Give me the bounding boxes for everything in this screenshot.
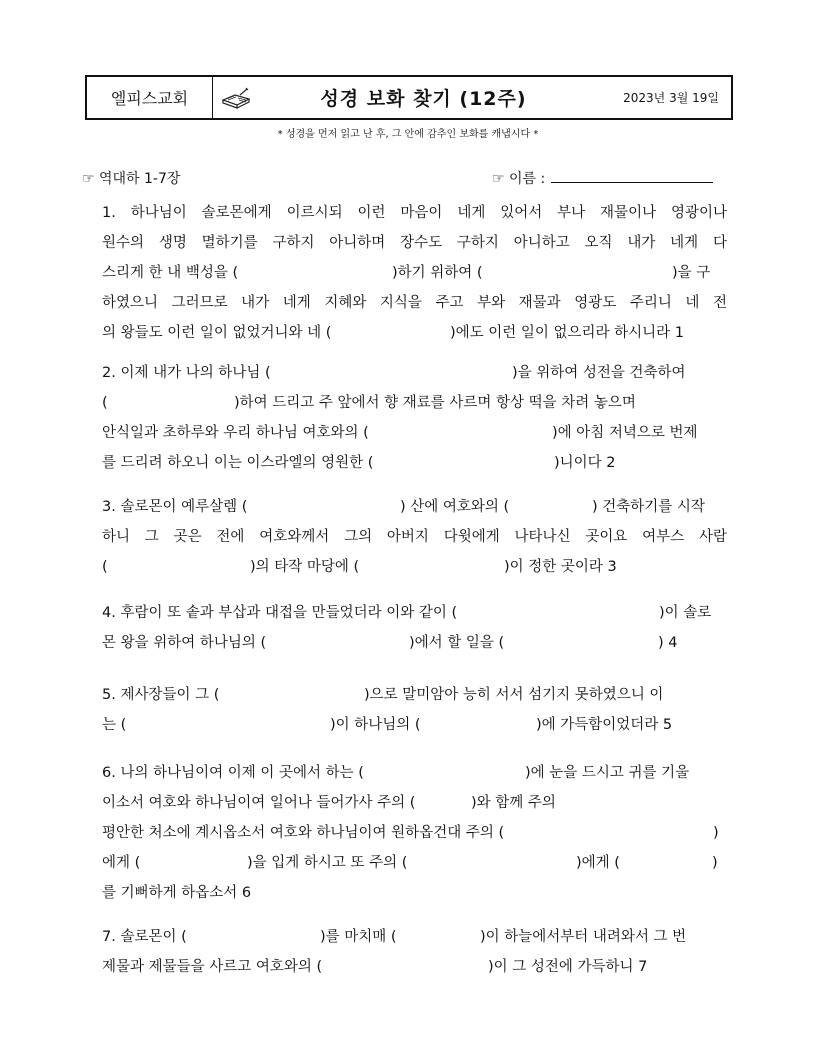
name-field bbox=[492, 168, 713, 188]
question-text-segment: )에서 할 일을 ( bbox=[409, 635, 505, 651]
question-7 bbox=[102, 922, 727, 982]
question-text-segment: 5. 제사장들이 그 ( bbox=[102, 687, 220, 703]
question-text-segment: )으로 말미암아 능히 서서 섬기지 못하였으니 이 bbox=[364, 687, 664, 703]
question-text-segment: )와 함께 주의 bbox=[471, 795, 556, 811]
question-text-segment: 제물과 제물들을 사르고 여호와의 ( bbox=[102, 959, 323, 975]
question-text-segment: ) bbox=[713, 825, 719, 841]
name-blank-line[interactable] bbox=[551, 168, 713, 183]
question-text-segment: )이 하늘에서부터 내려와서 그 번 bbox=[480, 929, 687, 945]
question-line bbox=[102, 710, 727, 740]
question-text-segment: 이소서 여호와 하나님이여 일어나 들어가사 주의 ( bbox=[102, 795, 416, 811]
question-text-segment: 를 기뻐하게 하옵소서 6 bbox=[102, 885, 252, 901]
question-line bbox=[102, 492, 727, 522]
passage-label: ☞ 역대하 1-7장 bbox=[82, 171, 181, 187]
question-text-segment: 는 ( bbox=[102, 717, 127, 733]
question-text-segment: ) 4 bbox=[658, 635, 678, 651]
question-line bbox=[102, 228, 727, 258]
question-line bbox=[102, 952, 727, 982]
church-name: 엘피스교회 bbox=[87, 77, 213, 118]
question-text-segment: 4. 후람이 또 솥과 부삽과 대접을 만들었더라 이와 같이 ( bbox=[102, 605, 458, 621]
question-line bbox=[102, 922, 727, 952]
question-text-segment: )을 위하여 성전을 건축하여 bbox=[512, 365, 686, 381]
question-text-segment: )이 솔로 bbox=[659, 605, 712, 621]
page-title: 성경 보화 찾기 (12주) bbox=[320, 88, 527, 110]
question-text-segment: 평안한 처소에 계시옵소서 여호와 하나님이여 원하옵건대 주의 ( bbox=[102, 825, 505, 841]
question-line bbox=[102, 758, 727, 788]
question-line bbox=[102, 788, 727, 818]
question-line bbox=[102, 388, 727, 418]
question-text-segment: )에도 이런 일이 없으리라 하시니라 1 bbox=[450, 325, 685, 341]
question-line bbox=[102, 552, 727, 582]
question-text-segment: 몬 왕을 위하여 하나님의 ( bbox=[102, 635, 267, 651]
question-text-segment: 1. 하나님이 솔로몬에게 이르시되 이런 마음이 네게 있어서 부나 재물이나 영광이나 bbox=[102, 205, 727, 221]
open-bible-icon bbox=[213, 77, 258, 118]
question-text-segment: 2. 이제 내가 나의 하나님 ( bbox=[102, 365, 271, 381]
question-line bbox=[102, 680, 727, 710]
subtitle: * 성경을 먼저 읽고 난 후, 그 안에 감추인 보화를 캐냅시다 * bbox=[277, 129, 539, 140]
question-text-segment: 원수의 생명 멸하기를 구하지 아니하며 장수도 구하지 아니하고 오직 내가 네게 다 bbox=[102, 235, 727, 251]
question-text-segment: )이 정한 곳이라 3 bbox=[504, 559, 617, 575]
question-text-segment: 의 왕들도 이런 일이 없었거니와 네 ( bbox=[102, 325, 332, 341]
question-2 bbox=[102, 358, 727, 478]
question-1 bbox=[102, 198, 727, 348]
question-text-segment: 3. 솔로몬이 예루살렘 ( bbox=[102, 499, 248, 515]
question-text-segment: )의 타작 마당에 ( bbox=[250, 559, 360, 575]
question-line bbox=[102, 598, 727, 628]
question-line bbox=[102, 288, 727, 318]
question-line bbox=[102, 418, 727, 448]
date: 2023년 3월 19일 bbox=[623, 91, 719, 105]
question-text-segment: 를 드리려 하오니 이는 이스라엘의 영원한 ( bbox=[102, 455, 374, 471]
question-line bbox=[102, 318, 727, 348]
worksheet-header bbox=[85, 75, 733, 120]
question-line bbox=[102, 818, 727, 848]
question-line bbox=[102, 448, 727, 478]
question-text-segment: ( bbox=[102, 395, 108, 411]
question-3 bbox=[102, 492, 727, 582]
question-text-segment: )에게 ( bbox=[576, 855, 620, 871]
question-text-segment: )하기 위하여 ( bbox=[392, 265, 483, 281]
question-text-segment: )이 그 성전에 가득하니 7 bbox=[488, 959, 648, 975]
question-text-segment: )을 구 bbox=[672, 265, 711, 281]
question-text-segment: 7. 솔로몬이 ( bbox=[102, 929, 187, 945]
question-text-segment: 하였으니 그러므로 내가 네게 지혜와 지식을 주고 부와 재물과 영광도 주리니 네 전 bbox=[102, 295, 727, 311]
question-text-segment: )니이다 2 bbox=[554, 455, 616, 471]
question-text-segment: 에게 ( bbox=[102, 855, 141, 871]
question-line bbox=[102, 522, 727, 552]
question-text-segment: ( bbox=[102, 559, 108, 575]
question-6 bbox=[102, 758, 727, 908]
question-line bbox=[102, 628, 727, 658]
question-text-segment: 하니 그 곳은 전에 여호와께서 그의 아버지 다윗에게 나타나신 곳이요 여부스 사람 bbox=[102, 529, 727, 545]
question-line bbox=[102, 258, 727, 288]
question-text-segment: )을 입게 하시고 또 주의 ( bbox=[247, 855, 408, 871]
question-text-segment: 안식일과 초하루와 우리 하나님 여호와의 ( bbox=[102, 425, 369, 441]
question-text-segment: 스리게 한 내 백성을 ( bbox=[102, 265, 239, 281]
question-text-segment: ) 산에 여호와의 ( bbox=[400, 499, 510, 515]
question-text-segment: )에 가득함이었더라 5 bbox=[536, 717, 673, 733]
question-text-segment: ) 건축하기를 시작 bbox=[592, 499, 705, 515]
question-line bbox=[102, 358, 727, 388]
question-text-segment: )하여 드리고 주 앞에서 향 재료를 사르며 항상 떡을 차려 놓으며 bbox=[234, 395, 636, 411]
name-label: ☞ 이름 : bbox=[492, 171, 546, 187]
question-text-segment: )를 마치매 ( bbox=[320, 929, 397, 945]
question-line bbox=[102, 878, 727, 908]
question-line bbox=[102, 848, 727, 878]
question-4 bbox=[102, 598, 727, 658]
question-line bbox=[102, 198, 727, 228]
question-5 bbox=[102, 680, 727, 740]
question-text-segment: 6. 나의 하나님이여 이제 이 곳에서 하는 ( bbox=[102, 765, 364, 781]
question-text-segment: )에 눈을 드시고 귀를 기울 bbox=[525, 765, 690, 781]
question-text-segment: )이 하나님의 ( bbox=[330, 717, 421, 733]
question-text-segment: )에 아침 저녁으로 번제 bbox=[552, 425, 698, 441]
question-text-segment: ) bbox=[712, 855, 718, 871]
